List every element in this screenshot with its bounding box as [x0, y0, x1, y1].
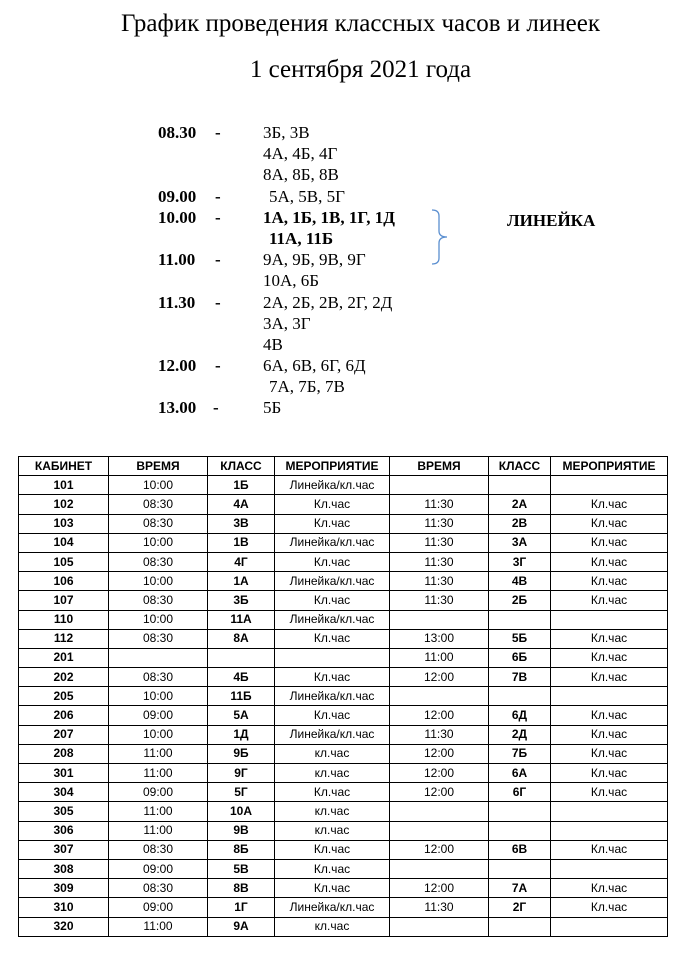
event-cell-2 [551, 802, 668, 821]
table-row [19, 859, 668, 878]
schedule-dash: - [215, 123, 221, 142]
cabinet-cell: 101 [19, 476, 109, 495]
table-row [19, 687, 668, 706]
time-cell: 09:00 [109, 706, 208, 725]
event-cell: Кл.час [275, 514, 390, 533]
cabinet-cell: 206 [19, 706, 109, 725]
time-cell: 09:00 [109, 898, 208, 917]
class-cell: 10А [208, 802, 275, 821]
cabinet-cell: 201 [19, 648, 109, 667]
time-cell-2: 11:30 [390, 495, 489, 514]
cabinet-cell: 309 [19, 879, 109, 898]
time-cell: 10:00 [109, 725, 208, 744]
time-cell: 08:30 [109, 591, 208, 610]
event-cell-2: Кл.час [551, 783, 668, 802]
event-cell-2: Кл.час [551, 764, 668, 783]
time-cell-2 [390, 610, 489, 629]
schedule-classes: 2А, 2Б, 2В, 2Г, 2Д [263, 292, 393, 312]
event-cell: Линейка/кл.час [275, 572, 390, 591]
event-cell-2: Кл.час [551, 725, 668, 744]
event-cell: Линейка/кл.час [275, 610, 390, 629]
event-cell: Кл.час [275, 552, 390, 571]
class-cell: 5В [208, 859, 275, 878]
event-cell-2: Кл.час [551, 840, 668, 859]
table-row [19, 668, 668, 687]
time-cell-2: 11:30 [390, 725, 489, 744]
class-cell-2: 7А [489, 879, 551, 898]
time-cell-2 [390, 802, 489, 821]
schedule-classes: 11А, 11Б [269, 228, 334, 248]
header-time: ВРЕМЯ [109, 457, 208, 476]
time-cell-2: 11:30 [390, 514, 489, 533]
time-cell-2: 11:30 [390, 552, 489, 571]
class-cell-2: 5Б [489, 629, 551, 648]
event-cell: кл.час [275, 744, 390, 763]
header-time-2: ВРЕМЯ [390, 457, 489, 476]
time-cell-2: 11:30 [390, 533, 489, 552]
class-cell: 11Б [208, 687, 275, 706]
time-cell-2 [390, 687, 489, 706]
event-cell: кл.час [275, 764, 390, 783]
event-cell: Кл.час [275, 859, 390, 878]
event-cell: Кл.час [275, 591, 390, 610]
time-cell-2: 11:30 [390, 572, 489, 591]
cabinet-cell: 103 [19, 514, 109, 533]
cabinet-cell: 112 [19, 629, 109, 648]
event-cell: Кл.час [275, 706, 390, 725]
class-cell-2 [489, 687, 551, 706]
schedule-classes: 8А, 8Б, 8В [263, 165, 339, 185]
time-cell [109, 648, 208, 667]
class-cell-2: 2Г [489, 898, 551, 917]
class-cell-2 [489, 476, 551, 495]
table-row [19, 802, 668, 821]
table-row [19, 476, 668, 495]
class-cell: 9Б [208, 744, 275, 763]
schedule-time: 12.00 [158, 356, 197, 376]
schedule-classes: 3Б, 3В [263, 123, 310, 142]
time-cell: 08:30 [109, 495, 208, 514]
event-cell-2: Кл.час [551, 514, 668, 533]
class-cell-2 [489, 917, 551, 936]
schedule-classes: 7А, 7Б, 7В [269, 377, 345, 397]
class-cell-2: 3А [489, 533, 551, 552]
time-cell: 08:30 [109, 840, 208, 859]
event-cell-2: Кл.час [551, 668, 668, 687]
schedule-time: 11.00 [158, 250, 196, 270]
table-row [19, 744, 668, 763]
time-cell-2: 12:00 [390, 706, 489, 725]
class-cell-2 [489, 802, 551, 821]
time-cell-2 [390, 821, 489, 840]
time-cell: 10:00 [109, 687, 208, 706]
table-row [19, 917, 668, 936]
event-cell-2 [551, 476, 668, 495]
table-row [19, 898, 668, 917]
time-cell: 08:30 [109, 879, 208, 898]
table-row [19, 495, 668, 514]
table-row [19, 821, 668, 840]
time-cell: 08:30 [109, 629, 208, 648]
schedule-classes: 5А, 5В, 5Г [269, 186, 345, 206]
schedule-time: 09.00 [158, 186, 197, 206]
time-cell-2: 11:30 [390, 591, 489, 610]
schedule-dash: - [215, 250, 221, 270]
cabinet-cell: 106 [19, 572, 109, 591]
time-cell: 08:30 [109, 552, 208, 571]
table-row [19, 840, 668, 859]
time-cell-2: 12:00 [390, 879, 489, 898]
table-row [19, 514, 668, 533]
time-cell: 09:00 [109, 783, 208, 802]
class-cell: 4Г [208, 552, 275, 571]
event-cell: Кл.час [275, 879, 390, 898]
event-cell-2: Кл.час [551, 552, 668, 571]
event-cell-2: Кл.час [551, 898, 668, 917]
class-cell [208, 648, 275, 667]
event-cell: кл.час [275, 821, 390, 840]
class-cell: 1А [208, 572, 275, 591]
event-cell: кл.час [275, 917, 390, 936]
event-cell: Кл.час [275, 840, 390, 859]
event-cell: Кл.час [275, 668, 390, 687]
time-cell-2 [390, 476, 489, 495]
class-cell: 3В [208, 514, 275, 533]
event-cell-2 [551, 917, 668, 936]
cabinet-cell: 107 [19, 591, 109, 610]
schedule-classes: 9А, 9Б, 9В, 9Г [263, 250, 366, 270]
class-cell-2: 6А [489, 764, 551, 783]
time-cell: 08:30 [109, 668, 208, 687]
time-cell: 10:00 [109, 572, 208, 591]
table-row [19, 725, 668, 744]
table-row [19, 706, 668, 725]
class-cell-2: 2В [489, 514, 551, 533]
time-cell-2: 11:00 [390, 648, 489, 667]
cabinet-schedule-table [18, 456, 668, 937]
event-cell: Кл.час [275, 495, 390, 514]
table-row [19, 533, 668, 552]
schedule-classes: 3А, 3Г [263, 313, 311, 333]
time-cell: 11:00 [109, 744, 208, 763]
class-cell-2: 6Г [489, 783, 551, 802]
class-cell: 4Б [208, 668, 275, 687]
class-cell-2 [489, 821, 551, 840]
cabinet-cell: 320 [19, 917, 109, 936]
table-row [19, 629, 668, 648]
time-cell-2: 12:00 [390, 744, 489, 763]
cabinet-cell: 308 [19, 859, 109, 878]
class-cell: 8В [208, 879, 275, 898]
event-cell: Кл.час [275, 629, 390, 648]
time-cell-2: 11:30 [390, 898, 489, 917]
document-date: 1 сентября 2021 года [249, 56, 472, 83]
time-cell: 09:00 [109, 859, 208, 878]
schedule-classes: 10А, 6Б [263, 271, 320, 291]
table-row [19, 764, 668, 783]
time-cell-2: 12:00 [390, 840, 489, 859]
cabinet-cell: 110 [19, 610, 109, 629]
event-cell-2: Кл.час [551, 533, 668, 552]
event-cell-2 [551, 821, 668, 840]
class-cell-2: 7Б [489, 744, 551, 763]
class-cell: 1Д [208, 725, 275, 744]
schedule-classes: 4В [263, 334, 283, 354]
class-cell-2: 6В [489, 840, 551, 859]
class-cell-2: 6Б [489, 648, 551, 667]
event-cell-2 [551, 610, 668, 629]
schedule-dash: - [215, 186, 221, 206]
class-cell-2 [489, 610, 551, 629]
event-cell: Линейка/кл.час [275, 533, 390, 552]
cabinet-cell: 307 [19, 840, 109, 859]
event-cell-2: Кл.час [551, 591, 668, 610]
event-cell-2: Кл.час [551, 629, 668, 648]
class-cell: 5Г [208, 783, 275, 802]
schedule-dash: - [215, 356, 221, 376]
time-cell: 10:00 [109, 533, 208, 552]
event-cell-2: Кл.час [551, 744, 668, 763]
header-class-2: КЛАСС [489, 457, 551, 476]
schedule-dash: - [215, 292, 221, 312]
header-event-2: МЕРОПРИЯТИЕ [551, 457, 668, 476]
class-cell: 9В [208, 821, 275, 840]
event-cell-2: Кл.час [551, 879, 668, 898]
schedule-dash: - [215, 207, 221, 227]
event-cell: Линейка/кл.час [275, 687, 390, 706]
time-cell-2 [390, 859, 489, 878]
cabinet-cell: 105 [19, 552, 109, 571]
schedule-dash: - [213, 398, 219, 418]
class-cell: 9А [208, 917, 275, 936]
class-cell: 1Б [208, 476, 275, 495]
cabinet-cell: 310 [19, 898, 109, 917]
table-header-row [19, 457, 668, 476]
schedule-time: 13.00 [158, 398, 197, 418]
class-cell-2: 2А [489, 495, 551, 514]
time-cell: 11:00 [109, 821, 208, 840]
cabinet-cell: 202 [19, 668, 109, 687]
event-cell [275, 648, 390, 667]
class-cell: 4А [208, 495, 275, 514]
class-cell: 11А [208, 610, 275, 629]
cabinet-cell: 305 [19, 802, 109, 821]
event-cell: Линейка/кл.час [275, 725, 390, 744]
cabinet-cell: 304 [19, 783, 109, 802]
schedule-time: 08.30 [158, 123, 197, 142]
schedule-time: 11.30 [158, 292, 196, 312]
event-cell: кл.час [275, 802, 390, 821]
event-cell: Линейка/кл.час [275, 476, 390, 495]
time-cell-2: 13:00 [390, 629, 489, 648]
time-cell: 10:00 [109, 610, 208, 629]
class-cell-2 [489, 859, 551, 878]
header-event: МЕРОПРИЯТИЕ [275, 457, 390, 476]
header-cabinet: КАБИНЕТ [19, 457, 109, 476]
curly-brace-icon [431, 209, 453, 265]
time-cell-2 [390, 917, 489, 936]
cabinet-cell: 205 [19, 687, 109, 706]
table-row [19, 879, 668, 898]
event-cell: Кл.час [275, 783, 390, 802]
class-cell-2: 2Д [489, 725, 551, 744]
schedule-classes: 5Б [263, 398, 282, 418]
time-cell: 08:30 [109, 514, 208, 533]
schedule-classes: 4А, 4Б, 4Г [263, 144, 338, 164]
schedule-classes: 6А, 6В, 6Г, 6Д [263, 356, 366, 376]
cabinet-cell: 306 [19, 821, 109, 840]
class-cell-2: 3Г [489, 552, 551, 571]
class-cell-2: 2Б [489, 591, 551, 610]
header-class: КЛАСС [208, 457, 275, 476]
cabinet-cell: 207 [19, 725, 109, 744]
class-cell: 1В [208, 533, 275, 552]
table-row [19, 591, 668, 610]
cabinet-cell: 208 [19, 744, 109, 763]
table-row [19, 648, 668, 667]
lineika-label: ЛИНЕЙКА [507, 211, 596, 230]
event-cell-2 [551, 859, 668, 878]
event-cell-2: Кл.час [551, 495, 668, 514]
table-row [19, 783, 668, 802]
class-cell: 9Г [208, 764, 275, 783]
time-cell: 11:00 [109, 764, 208, 783]
time-cell: 11:00 [109, 802, 208, 821]
table-row [19, 610, 668, 629]
class-cell: 8А [208, 629, 275, 648]
time-cell-2: 12:00 [390, 764, 489, 783]
table-row [19, 572, 668, 591]
event-cell-2: Кл.час [551, 648, 668, 667]
class-cell-2: 4В [489, 572, 551, 591]
event-cell: Линейка/кл.час [275, 898, 390, 917]
class-cell-2: 6Д [489, 706, 551, 725]
cabinet-cell: 104 [19, 533, 109, 552]
cabinet-cell: 301 [19, 764, 109, 783]
event-cell-2: Кл.час [551, 706, 668, 725]
class-cell-2: 7В [489, 668, 551, 687]
schedule-time: 10.00 [158, 207, 197, 227]
time-cell: 10:00 [109, 476, 208, 495]
table-row [19, 552, 668, 571]
schedule-classes: 1А, 1Б, 1В, 1Г, 1Д [263, 207, 395, 227]
class-cell: 8Б [208, 840, 275, 859]
document-title: График проведения классных часов и линеек [121, 10, 600, 37]
class-cell: 3Б [208, 591, 275, 610]
class-cell: 5А [208, 706, 275, 725]
time-cell: 11:00 [109, 917, 208, 936]
event-cell-2 [551, 687, 668, 706]
time-cell-2: 12:00 [390, 668, 489, 687]
class-cell: 1Г [208, 898, 275, 917]
time-cell-2: 12:00 [390, 783, 489, 802]
event-cell-2: Кл.час [551, 572, 668, 591]
cabinet-cell: 102 [19, 495, 109, 514]
